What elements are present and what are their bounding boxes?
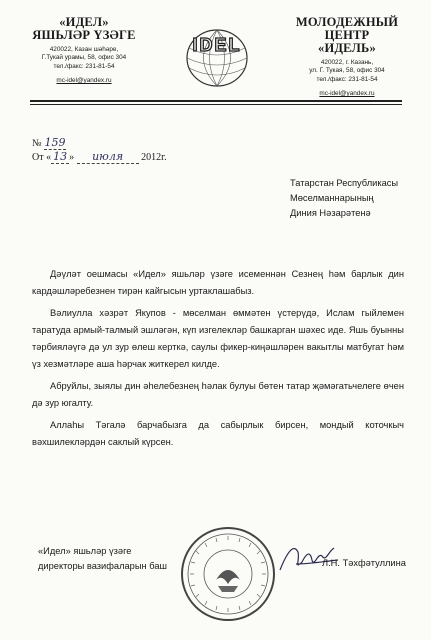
letterhead-right-address-3: тел./факс: 231-81-54 <box>316 75 378 83</box>
letterhead-left <box>14 16 154 84</box>
body-paragraph-1: Дәүләт оешмасы «Идел» яшьләр үзәге исеменнән Сезнең һәм барлык дин кардәшләребезнен тирән кайгысын уртаклашабыз. <box>32 269 404 296</box>
signatory-name: Л.Н. Тәхфәтуллина <box>322 558 406 568</box>
letterhead-right <box>277 16 417 97</box>
signatory-position <box>38 544 167 574</box>
reference-date <box>32 150 167 164</box>
date-day: 13 <box>53 150 68 163</box>
date-year: 2012г. <box>141 152 167 163</box>
addressee-line-3: Диния Нәзарәтенә <box>290 208 371 218</box>
letterhead-right-title1: МОЛОДЕЖНЫЙ ЦЕНТР <box>295 15 399 42</box>
official-seal-stamp <box>178 524 278 624</box>
letter-body <box>32 266 404 456</box>
number-prefix: № <box>32 138 42 149</box>
reference-number <box>32 136 66 150</box>
letterhead-right-title2: «ИДЕЛЬ» <box>318 41 376 55</box>
letterhead-left-title2: ЯШЬЛӘР ҮЗӘГЕ <box>32 28 136 42</box>
letterhead-left-email[interactable]: mc-idel@yandex.ru <box>56 77 112 85</box>
date-prefix: От « <box>32 152 52 163</box>
letterhead-right-address-1: 420022, г. Казань, <box>320 59 374 66</box>
letterhead-left-title1: «ИДЕЛ» <box>59 15 109 29</box>
body-paragraph-2: Вәлиулла хәзрәт Якупов - мөселман өммәтен үстерүдә, Ислам гыйлемен таратуда армый-талмый эшләгән, күп изгелекләр башкарган шәхес иде. Яшь буынны тәрбияләүгә дә ул зур өлеш керткә, саулы фикер-киңәшләрен вакытлы матбугат һәм үз хезмәтләре аша һәрчак житкерел килде. <box>32 308 404 369</box>
header-rule-thick <box>30 100 402 102</box>
logo-text: IDEL <box>192 35 242 55</box>
letterhead-right-email[interactable]: mc-idel@yandex.ru <box>319 90 375 98</box>
letterhead-right-address-2: ул. Г. Тукая, 58, офис 304 <box>309 67 385 75</box>
number-value: 159 <box>44 136 66 149</box>
body-paragraph-4: Аллаһы Тәгалә барчабызга да сабырлык бирсен, мондый коточкыч вәхшилекләрдән саклый күрсен. <box>32 420 404 447</box>
header-rule-thin <box>30 104 402 105</box>
signatory-line-2: директоры вазифаларын баш <box>38 561 167 571</box>
letterhead-left-address-1: 420022, Казан шәһәре, <box>49 46 119 53</box>
date-mid: » <box>69 152 75 163</box>
idel-globe-logo <box>172 24 262 88</box>
letterhead-left-address-2: Г.Тукай урамы, 58, офис 304 <box>41 54 127 62</box>
date-month: июля <box>77 150 139 164</box>
addressee-block <box>290 176 398 221</box>
addressee-line-2: Мөселманнарының <box>290 193 374 203</box>
letterhead-left-address-3: тел./факс: 231-81-54 <box>53 62 115 70</box>
addressee-line-1: Татарстан Республикасы <box>290 178 399 188</box>
body-paragraph-3: Абруйлы, зыялы дин әһелебезнең һәлак булуы бөтен татар җәмәгатьчелеге өчен дә зур югалту. <box>32 381 404 408</box>
signatory-line-1: «Идел» яшьләр үзәге <box>38 546 132 556</box>
